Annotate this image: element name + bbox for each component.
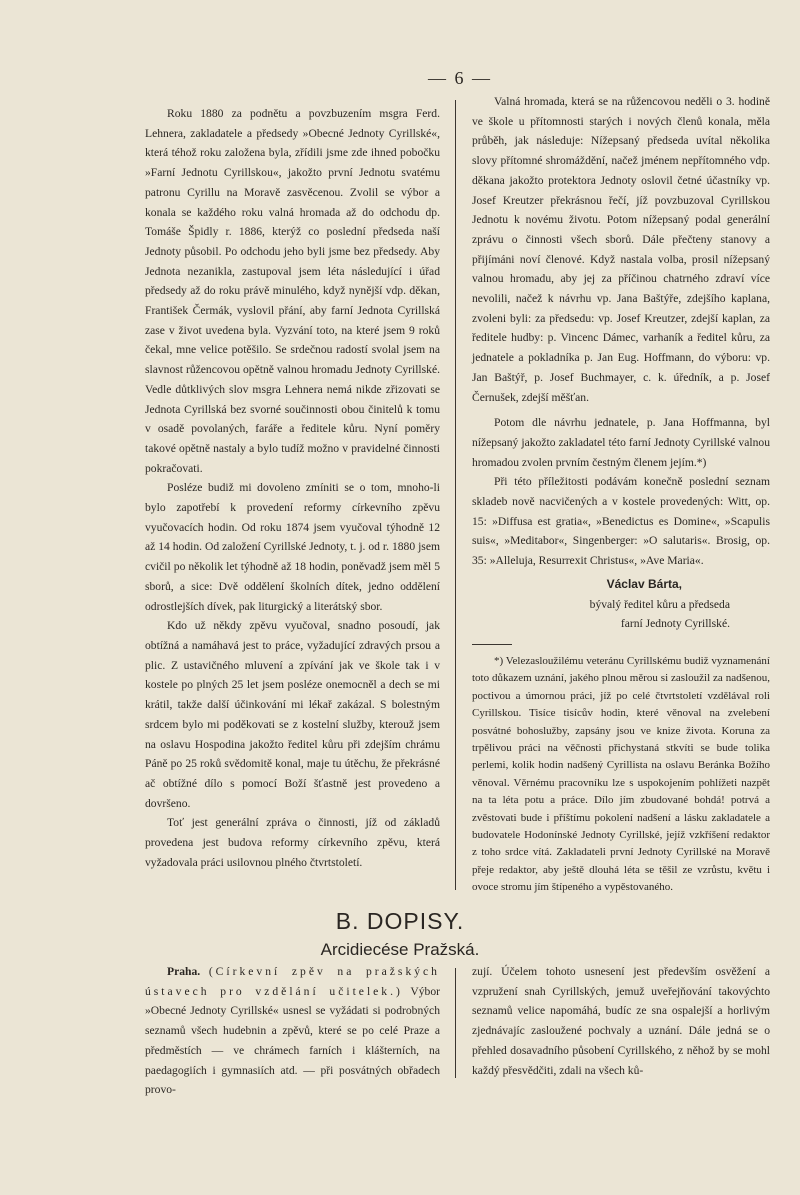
section-right-column: [472, 962, 770, 1080]
page-number: — 6 —: [428, 68, 492, 88]
footnote: *) Velezasloužilému veteránu Cyrillskému budiž vyznamenání toto důkazem uznání, jakého plnou měrou si zasloužil za nadšenou, poctivou a úmornou práci, jíž po celé čtvrtstoletí vzdělával roli Cyrillskou. Tisíce tisícův hodin, které věnoval na zvelebení posvátné bohoslužby, zapsány jsou ve knize života. Koruna za trpělivou práci na věčnosti přichystaná stkvíti se bude tolika perlemi, kolik hodin nadšený Cyrillista na oslavu Beránka Božího věnoval. Věrnému pracovníku lze s uspokojením pohlížeti nazpět na ta léta potu a práce. Dílo jím zbudované bohdá! potrvá a zvěstovati bude i příštímu pokolení nadšení a lásku zakladatele a budovatele Hodonínské Jednoty Cyrillské, jejíž vzkříšení redaktor z toho srdce vítá. Zakladateli první Jednoty Cyrillské na Moravě přeje redaktor, aby ještě dlouhá léta se těšil ze vzrůstu, květu i ovoce stromu jím štípeného a vypěstovaného.: [472, 654, 770, 894]
paragraph: Roku 1880 za podnětu a povzbuzením msgra Ferd. Lehnera, zakladatele a předsedy »Obecné Jednoty Cyrillské«, která téhož roku založena byla, zřídili jsme zde ihned pobočku »Farní Jednotu Cyrillskou«, jakožto první Jednotu svatému patronu Cyrillu na Moravě zasvěcenou. Zvolil se výbor a konala se každého roku valná hromada až do odchodu dp. Tomáše Špidly r. 1886, kterýž co poslední předseda naší Jednoty působil. Po odchodu jeho byli jsme bez předsedy. Aby Jednota nezanikla, zastupoval jsem léta následující i úřad předsedy až do roku právě minulého, když nynější vdp. děkan, František Čermák, vyslovil přání, aby farní Jednota Cyrillská zase v život uvedena byla. Vyzvání toto, na které jsem 9 roků čekal, mne velice potěšilo. Se srdečnou radostí svolal jsem na slavnost růžencovou opětně valnou hromadu Jednoty Cyrillské. Vedle důtklivých slov msgra Lehnera nemá nikde zřizovati se Jednota Cyrillská bez svorné součinnosti obou činitelů k tomu v osadě povolaných, faráře a ředitele kůru. Nyní poměry takové opětně nastaly a bylo tudíž možno v pravidelné činnosti pokračovati.: [145, 107, 440, 475]
signature: [472, 575, 770, 634]
right-column: [472, 92, 770, 897]
section-subheading: Arcidiecése Pražská.: [320, 940, 480, 959]
article-title: (Církevní zpěv na pražských ústavech pro vzdělání učitelek.): [145, 965, 440, 998]
section-left-column: [145, 962, 440, 1100]
article-text: zují. Účelem tohoto usnesení jest především osvěžení a vzpružení snah Cyrillských, jemuž uveřejňování takovýchto seznamů velice napomáhá, budíc ze sna ospalejší a horlivým zjednávajíc zasloužené pochvaly a uznání. Dále jedná se o přehled dosavadního působení Cyrillského, z něhož by se mohl každý přesvědčiti, zdali na všech ků-: [472, 965, 770, 1077]
footnote-rule: [472, 644, 512, 645]
signature-org: farní Jednoty Cyrillské.: [620, 617, 730, 631]
column-divider: [455, 968, 456, 1078]
article-text: Výbor »Obecné Jednoty Cyrillské« usnesl se vyžádati si podrobných seznamů všech hudebnin a zpěvů, které se po celé Praze a předměstích — ve chrámech farních i klášterních, na paedagogiích i gymnasiích atd. — při posvátných obřadech provo-: [145, 984, 440, 1097]
left-column: [145, 104, 440, 872]
column-divider: [455, 100, 456, 890]
signature-title: bývalý ředitel kůru a předseda: [589, 597, 730, 611]
paragraph: Posléze budiž mi dovoleno zmíniti se o tom, mnoho-li bylo zapotřebí k provedení reformy církevního zpěvu vyučovacích hodin. Od roku 1874 jsem vyučoval týhodně 12 až 14 hodin. Od založení Cyrillské Jednoty, t. j. od r. 1880 jsem cvičil po několik let týhodně až 18 hodin, poněvadž jsem měl 5 sborů, a sice: Dvě oddělení školních dítek, jedno oddělení odrostlejších dívek, pak liturgický a literátský sbor.: [145, 481, 440, 613]
paragraph: Valná hromada, která se na růžencovou neděli o 3. hodině ve škole u přítomnosti starých i nových členů konala, měla průběh, jak následuje: Nížepsaný předseda uvítal několika slovy přítomné shromáždění, načež jménem nepřítomného vdp. děkana jakožto protektora Jednoty oslovil četné účastníky vp. Josef Kreutzer překrásnou řečí, jíž povzbuzoval Cyrillskou Jednotu k novému životu. Potom nížepsaný podal generální zprávu o činnosti všech sborů. Dále přečteny stanovy a přijímáni noví členové. Když nastala volba, prosil nížepsaný valnou hromadu, aby jej za příčinou chatrného zdraví více nevolili, načež k návrhu vp. Jana Baštýře, zdejšího kaplana, zvoleni byli: za předsedu: vp. Josef Kreutzer, zdejší kaplan, za ředitele hudby: p. Vincenc Dámec, varhaník a ředitel kůru, za jednatele a pokladníka p. Jan Eug. Hoffmann, do výboru: vp. Jan Baštýř, p. Josef Buchmayer, c. k. úředník, a p. Josef Černušek, zdejší měšťan.: [472, 95, 770, 404]
paragraph: Potom dle návrhu jednatele, p. Jana Hoffmanna, byl nížepsaný jakožto zakladatel této farní Jednoty Cyrillské valnou hromadou zvolen prvním čestným členem jejím.*): [472, 416, 770, 469]
paragraph: Toť jest generální zpráva o činnosti, jíž od základů provedena jest budova reformy církevního zpěvu, která vyžadovala práci usilovnou plného čtvrtstoletí.: [145, 816, 440, 869]
paragraph: Při této příležitosti podávám konečně poslední seznam skladeb nově nacvičených a v kostele provedených: Witt, op. 15: »Diffusa est gratia«, »Benedictus es Domine«, »Scapulis suis«, »Meditabor«, Singenberger: »O salutaris«. Brosig, op. 35: »Alleluja, Resurrexit Christus«, »Ave Maria«.: [472, 475, 770, 568]
section-heading: B. DOPISY.: [335, 908, 465, 934]
place-name: Praha.: [167, 965, 201, 978]
signature-name: Václav Bárta,: [606, 576, 682, 591]
paragraph: Kdo už někdy zpěvu vyučoval, snadno posoudí, jak obtížná a namáhavá jest to práce, vyžadující zdravých prsou a plic. Z ustavičného mluvení a zpívání jak ve škole tak i v kostele po plných 25 let jsem posléze onemocněl a dech se mi krátil, takže další účinkování mi lékař zakázal. S bolestným srdcem bylo mi poděkovati se z kostelní služby, kterouž jsem na oslavu Hospodina jakožto ředitel kůru při zdejším chrámu Páně po 25 roků svědomitě konal, maje tu útěchu, že překrásné ač obtížné dílo s pomocí Boží šťastně jest provedeno a dovršeno.: [145, 619, 440, 810]
